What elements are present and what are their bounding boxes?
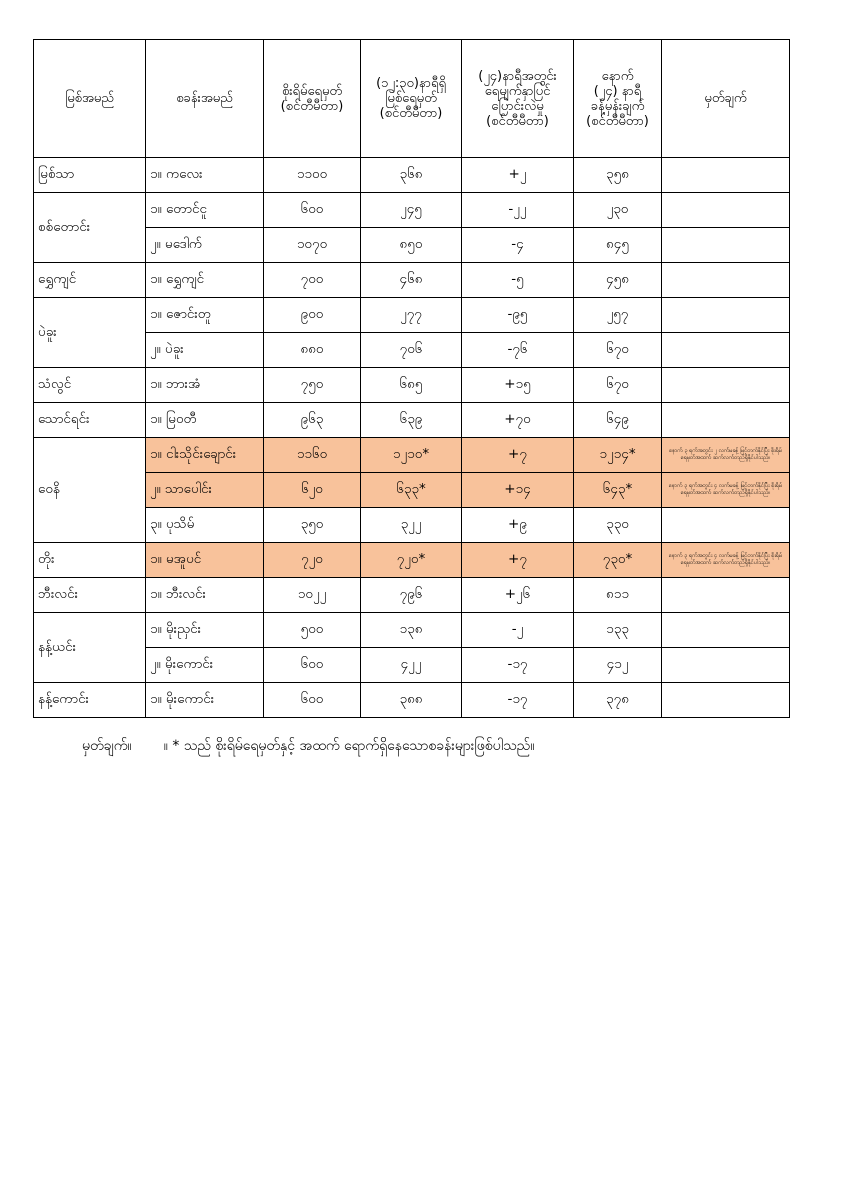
change-cell: -၁၇	[462, 683, 574, 718]
river-name-cell: တိုး	[34, 543, 146, 578]
forecast-cell: ၈၄၅	[574, 228, 662, 263]
table-row	[34, 508, 790, 543]
table-row	[34, 683, 790, 718]
change-cell: -၄	[462, 228, 574, 263]
danger-level-cell: ၆၀၀	[264, 648, 361, 683]
remark-cell	[662, 298, 790, 333]
remark-cell	[662, 683, 790, 718]
remark-cell	[662, 193, 790, 228]
station-name-cell: ၁။ မိုးညှင်း	[146, 613, 264, 648]
station-name-cell: ၂။ ပဲခူး	[146, 333, 264, 368]
header-forecast: နောက် (၂၄) နာရီ ခန့်မှန်းချက် (စင်တီမီတာ)	[574, 40, 662, 158]
danger-level-cell: ၉၆၃	[264, 403, 361, 438]
change-cell: +၁၄	[462, 473, 574, 508]
remark-cell: နောက် ၃ ရက်အတွင်း ၄ လက်မခန့် မြင့်တက်နိုင်ပြီး စိုးရိမ်ရေမှတ်အထက် ဆက်လက်တည်ရှိနိုင်ပါသည်။	[662, 543, 790, 578]
current-level-cell: ၁၂၁၀*	[361, 438, 462, 473]
water-level-report	[33, 39, 789, 718]
river-name-cell: နန့်ကောင်း	[34, 683, 146, 718]
danger-level-cell: ၁၀၂၂	[264, 578, 361, 613]
forecast-cell: ၇၃၀*	[574, 543, 662, 578]
river-name-cell: စစ်တောင်း	[34, 193, 146, 263]
forecast-cell: ၁၂၁၄*	[574, 438, 662, 473]
remark-cell	[662, 403, 790, 438]
change-cell: +၂၆	[462, 578, 574, 613]
table-row	[34, 228, 790, 263]
forecast-cell: ၂၅၇	[574, 298, 662, 333]
footnote-label: မှတ်ချက်။	[82, 738, 132, 754]
remark-cell: နောက် ၃ ရက်အတွင်း ၄ လက်မခန့် မြင့်တက်နိုင်ပြီး စိုးရိမ်ရေမှတ်အထက် ဆက်လက်တည်ရှိနိုင်ပါသည်။	[662, 473, 790, 508]
danger-level-cell: ၆၀၀	[264, 193, 361, 228]
header-river: မြစ်အမည်	[34, 40, 146, 158]
header-24h-change: (၂၄)နာရီအတွင်း ရေမျက်နှာပြင် ပြောင်းလဲမှု (စင်တီမီတာ)	[462, 40, 574, 158]
station-name-cell: ၃။ ပုသိမ်	[146, 508, 264, 543]
header-danger-level: စိုးရိမ်ရေမှတ် (စင်တီမီတာ)	[264, 40, 361, 158]
table-row	[34, 193, 790, 228]
station-name-cell: ၁။ မြဝတီ	[146, 403, 264, 438]
station-name-cell: ၁။ ကလေး	[146, 158, 264, 193]
current-level-cell: ၇၂၀*	[361, 543, 462, 578]
forecast-cell: ၃၃၀	[574, 508, 662, 543]
station-name-cell: ၁။ မအူပင်	[146, 543, 264, 578]
table-row	[34, 368, 790, 403]
table-row	[34, 613, 790, 648]
table-row	[34, 543, 790, 578]
danger-level-cell: ၁၀၇၀	[264, 228, 361, 263]
station-name-cell: ၁။ တောင်ငူ	[146, 193, 264, 228]
forecast-cell: ၆၇၀	[574, 333, 662, 368]
change-cell: -၇၆	[462, 333, 574, 368]
forecast-cell: ၆၄၃*	[574, 473, 662, 508]
forecast-cell: ၆၇၀	[574, 368, 662, 403]
forecast-cell: ၃၇၈	[574, 683, 662, 718]
danger-level-cell: ၅၀၀	[264, 613, 361, 648]
remark-cell: နောက် ၃ ရက်အတွင်း ၂ လက်မခန့် မြင့်တက်နိုင်ပြီး စိုးရိမ်ရေမှတ်အထက် ဆက်လက်တည်ရှိနိုင်ပါသည်။	[662, 438, 790, 473]
current-level-cell: ၃၂၂	[361, 508, 462, 543]
header-remark: မှတ်ချက်	[662, 40, 790, 158]
danger-level-cell: ၃၅၀	[264, 508, 361, 543]
current-level-cell: ၆၃၉	[361, 403, 462, 438]
danger-level-cell: ၇၀၀	[264, 263, 361, 298]
danger-level-cell: ၉၀၀	[264, 298, 361, 333]
remark-cell	[662, 578, 790, 613]
table-row	[34, 333, 790, 368]
forecast-cell: ၄၅၈	[574, 263, 662, 298]
table-body	[34, 158, 790, 718]
station-name-cell: ၁။ မိုးကောင်း	[146, 683, 264, 718]
station-name-cell: ၂။ မဒေါက်	[146, 228, 264, 263]
current-level-cell: ၂၄၅	[361, 193, 462, 228]
remark-cell	[662, 508, 790, 543]
forecast-cell: ၁၃၃	[574, 613, 662, 648]
current-level-cell: ၆၃၃*	[361, 473, 462, 508]
forecast-cell: ၃၅၈	[574, 158, 662, 193]
current-level-cell: ၈၅၀	[361, 228, 462, 263]
current-level-cell: ၇၀၆	[361, 333, 462, 368]
river-name-cell: နန့်ယင်း	[34, 613, 146, 683]
table-row	[34, 578, 790, 613]
danger-level-cell: ၆၂၀	[264, 473, 361, 508]
remark-cell	[662, 333, 790, 368]
change-cell: +၁၅	[462, 368, 574, 403]
forecast-cell: ၆၄၉	[574, 403, 662, 438]
danger-level-cell: ၁၁၆၀	[264, 438, 361, 473]
table-row	[34, 298, 790, 333]
station-name-cell: ၂။ သာပေါင်း	[146, 473, 264, 508]
current-level-cell: ၂၇၇	[361, 298, 462, 333]
river-name-cell: ဝေနိ	[34, 438, 146, 543]
remark-cell	[662, 368, 790, 403]
current-level-cell: ၄၂၂	[361, 648, 462, 683]
table-row	[34, 263, 790, 298]
current-level-cell: ၆၈၅	[361, 368, 462, 403]
change-cell: +၇	[462, 438, 574, 473]
table-row	[34, 403, 790, 438]
forecast-cell: ၂၃၀	[574, 193, 662, 228]
change-cell: -၂၂	[462, 193, 574, 228]
river-name-cell: ရွှေကျင်	[34, 263, 146, 298]
remark-cell	[662, 613, 790, 648]
footnote-text: ။ * သည် စိုးရိမ်ရေမှတ်နှင့် အထက် ရောက်ရှိနေသောစခန်းများဖြစ်ပါသည်။	[163, 738, 535, 754]
river-name-cell: မြစ်သာ	[34, 158, 146, 193]
danger-level-cell: ၇၅၀	[264, 368, 361, 403]
river-name-cell: သံလွင်	[34, 368, 146, 403]
remark-cell	[662, 158, 790, 193]
danger-level-cell: ၈၈၀	[264, 333, 361, 368]
current-level-cell: ၃၆၈	[361, 158, 462, 193]
change-cell: -၅	[462, 263, 574, 298]
river-name-cell: သောင်ရင်း	[34, 403, 146, 438]
table-row	[34, 473, 790, 508]
change-cell: +၇	[462, 543, 574, 578]
table-row	[34, 158, 790, 193]
header-row	[34, 40, 790, 158]
station-name-cell: ၁။ ရွှေကျင်	[146, 263, 264, 298]
table-row	[34, 648, 790, 683]
current-level-cell: ၇၉၆	[361, 578, 462, 613]
station-name-cell: ၁။ ဘီးလင်း	[146, 578, 264, 613]
current-level-cell: ၄၆၈	[361, 263, 462, 298]
change-cell: -၁၇	[462, 648, 574, 683]
change-cell: +၇၀	[462, 403, 574, 438]
table-row	[34, 438, 790, 473]
change-cell: -၂	[462, 613, 574, 648]
water-level-table	[33, 39, 790, 718]
remark-cell	[662, 228, 790, 263]
header-current-level: (၁၂:၃၀)နာရီရှိ မြစ်ရေမှတ် (စင်တီမီတာ)	[361, 40, 462, 158]
river-name-cell: ပဲခူး	[34, 298, 146, 368]
current-level-cell: ၃၈၈	[361, 683, 462, 718]
remark-cell	[662, 648, 790, 683]
river-name-cell: ဘီးလင်း	[34, 578, 146, 613]
station-name-cell: ၁။ ဘားအံ	[146, 368, 264, 403]
station-name-cell: ၂။ မိုးကောင်း	[146, 648, 264, 683]
danger-level-cell: ၁၁၀၀	[264, 158, 361, 193]
forecast-cell: ၈၁၁	[574, 578, 662, 613]
remark-cell	[662, 263, 790, 298]
station-name-cell: ၁။ ဇောင်းတူ	[146, 298, 264, 333]
change-cell: +၉	[462, 508, 574, 543]
station-name-cell: ၁။ ငါးသိုင်းချောင်း	[146, 438, 264, 473]
header-station: စခန်းအမည်	[146, 40, 264, 158]
danger-level-cell: ၆၀၀	[264, 683, 361, 718]
danger-level-cell: ၇၂၀	[264, 543, 361, 578]
change-cell: +၂	[462, 158, 574, 193]
current-level-cell: ၁၃၈	[361, 613, 462, 648]
change-cell: -၉၅	[462, 298, 574, 333]
footnote	[82, 736, 534, 757]
forecast-cell: ၄၁၂	[574, 648, 662, 683]
